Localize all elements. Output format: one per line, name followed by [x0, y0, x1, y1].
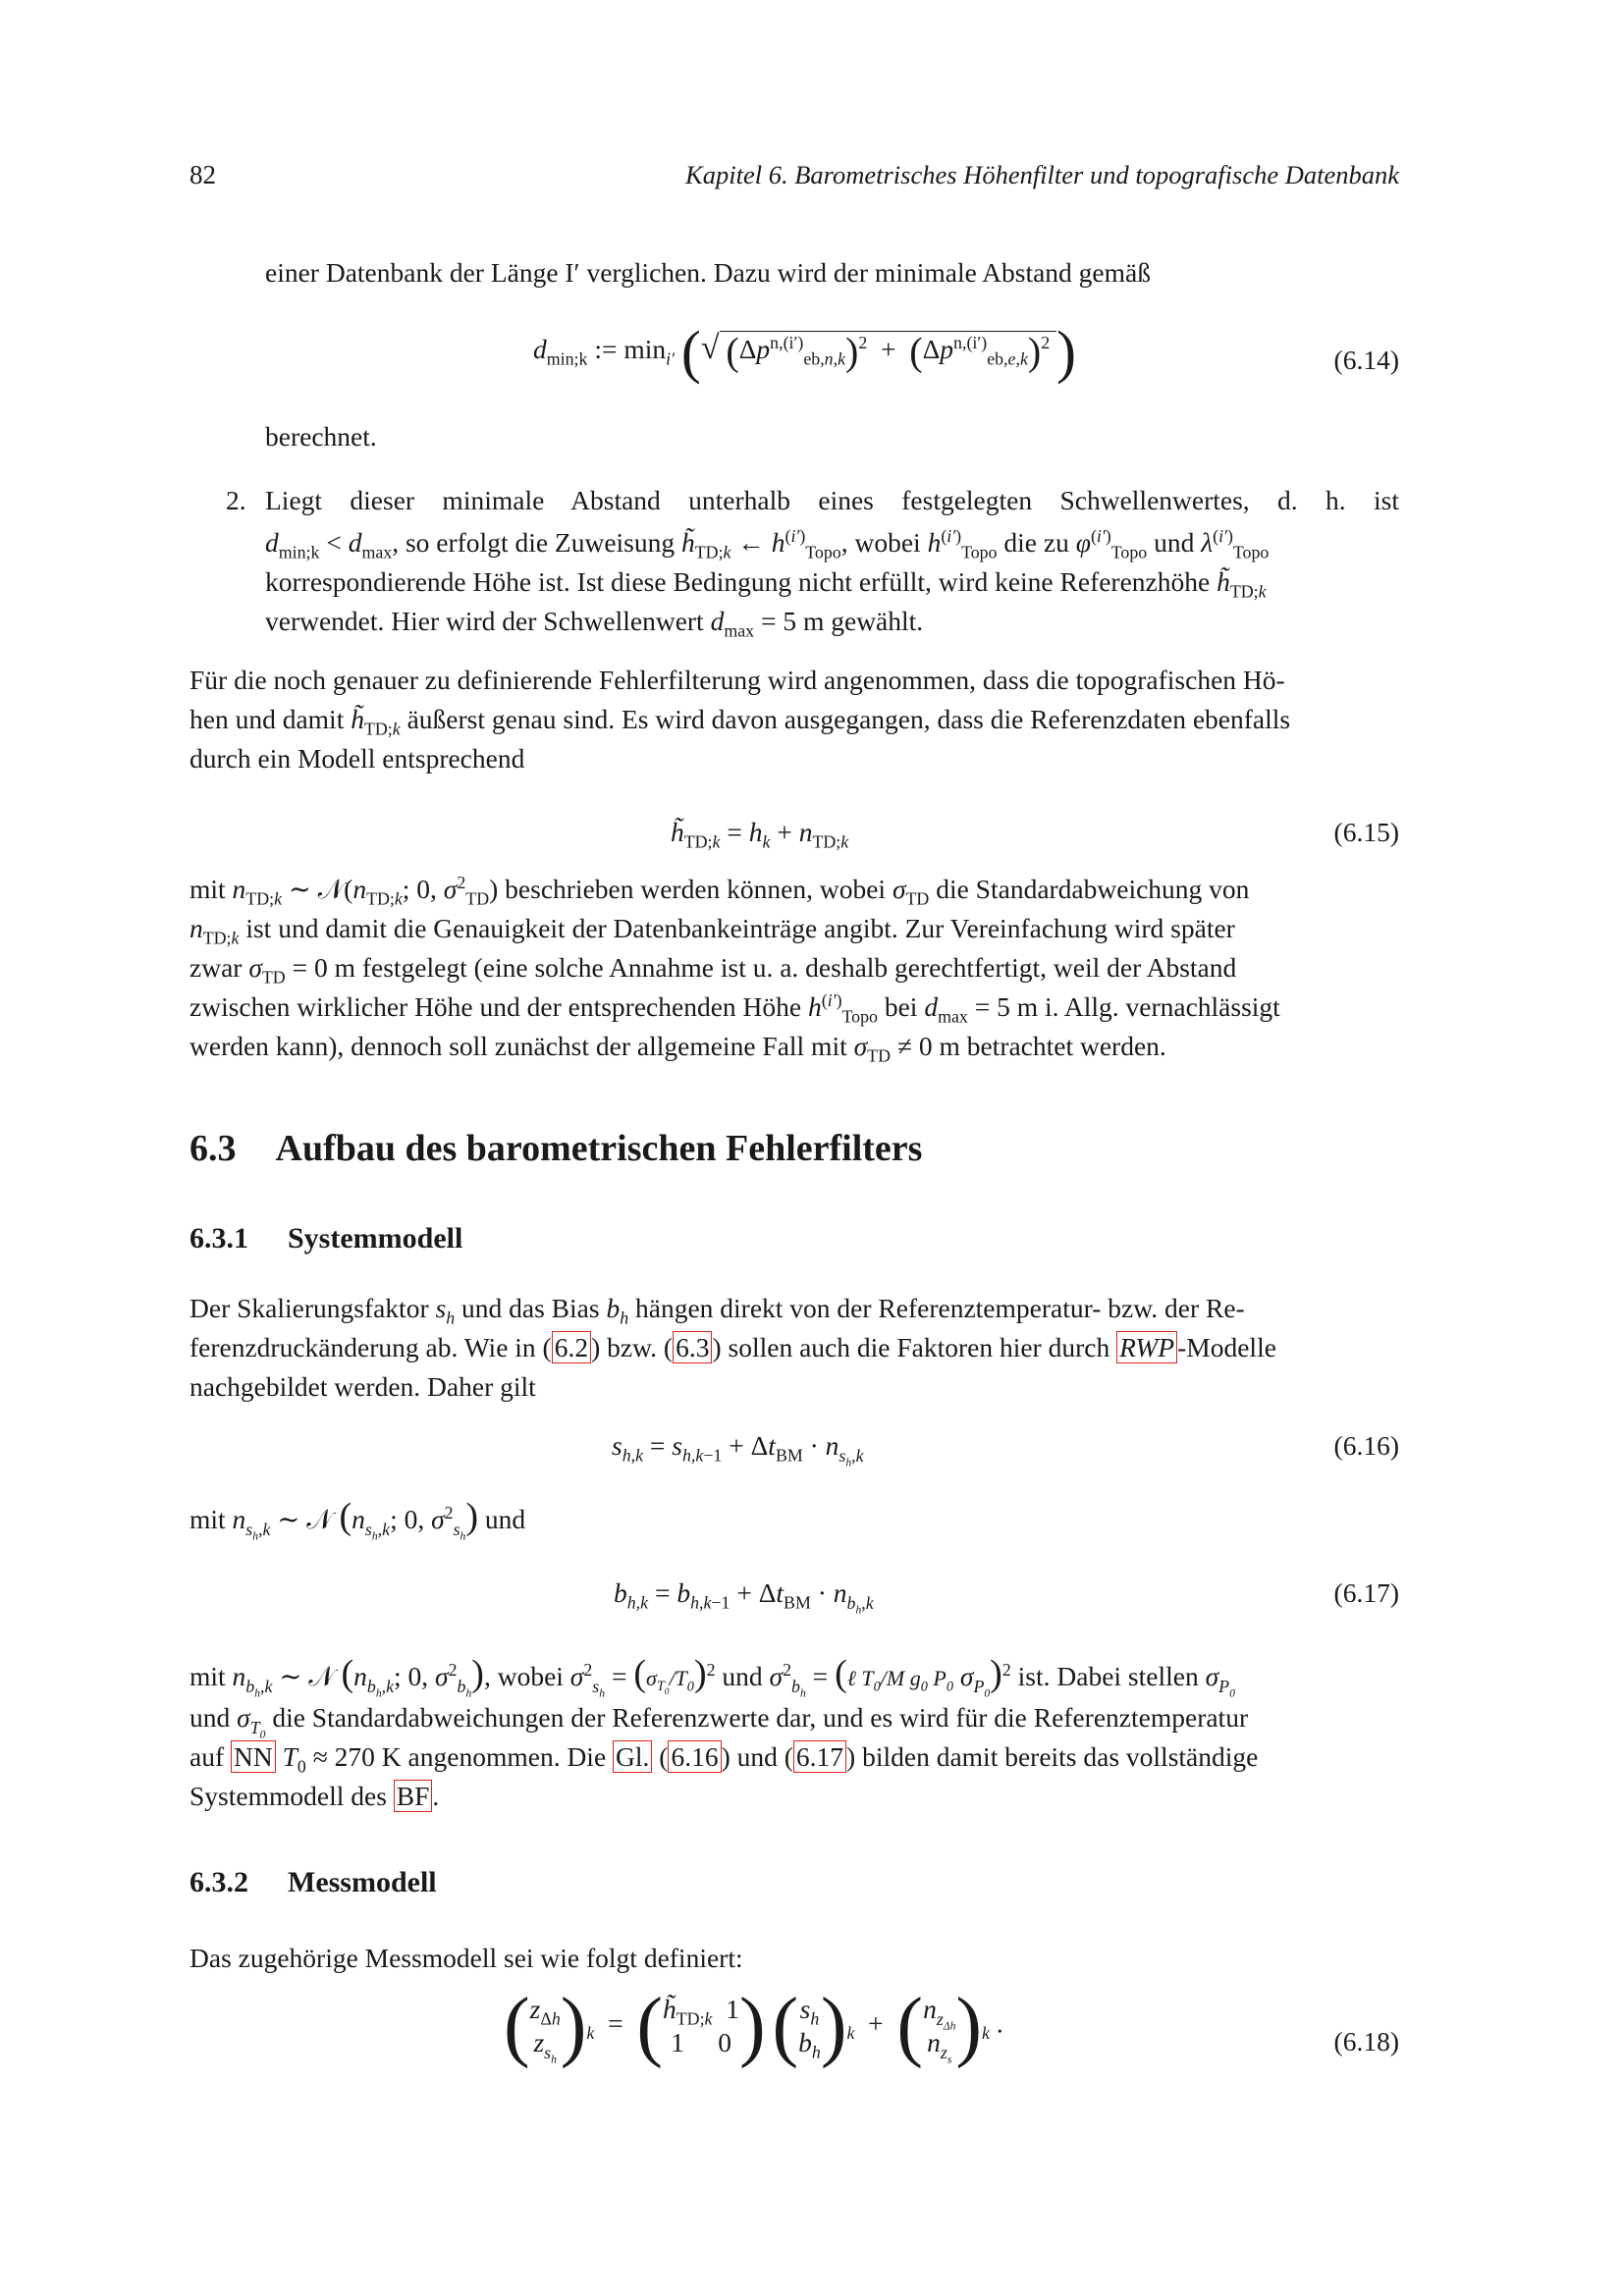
ref-link-gl[interactable]: Gl.: [613, 1740, 652, 1773]
para4-line-4: Systemmodell des BF .: [189, 1781, 440, 1811]
list-line-2: $d_{min;k} < d_{max}$, so erfolgt die Zuweisung $h̃_{TD;k}$ ← $h^{(i')}_{Topo}$, wobei $h^{(i')}_{Topo}$ die zu $\varphi^{(i')}_{Topo}$ und $\lambda^{(i')}_{Topo}$: [265, 525, 1270, 562]
section-number: 6.3: [189, 1128, 237, 1169]
page-number: 82: [189, 160, 216, 189]
para4-line-3: auf NN $T_0 \approx 270$ K angenommen. Die Gl. ( 6.16 ) und ( 6.17 ) bilden damit bereits das vollständige: [189, 1741, 1259, 1777]
para4-line-1: mit $n_{b_h,k}$ ∼ 𝒩 ($n_{b_h,k}$; 0, $\sigma^2_{b_h}$), wobei $\sigma^2_{s_h} = (\sigma_{T_0}/T_0)^2$ und $\sigma^2_{b_h}$ = (ℓ $T_0/M$ $g_0$ $P_0$ $\sigma_{P_0})^2$ ist. Dabei stellen $\sigma_{P_0}$: [189, 1653, 1235, 1700]
paragraph-1: [189, 661, 1399, 778]
para1-line-2: hen und damit $h̃_{TD;k}$ äußerst genau sind. Es wird davon ausgegangen, dass die Referenzdaten ebenfalls: [189, 704, 1291, 739]
paragraph-5: [189, 1939, 1399, 1978]
paragraph-3: [189, 1289, 1399, 1407]
equation-6-15-body: $h̃_{TD;k} = h_k + n_{TD;k}$: [671, 817, 849, 852]
para2-line-5: werden kann), dennoch soll zunächst der allgemeine Fall mit $\sigma_{TD} \ne 0$ m betrachtet werden.: [189, 1031, 1166, 1066]
para2-line-3: zwar $\sigma_{TD} = 0$ m festgelegt (eine solche Annahme ist u. a. deshalb gerechtfertigt, weil der Abstand: [189, 952, 1237, 988]
intro-text: [265, 253, 1399, 293]
equation-number: (6.18): [1333, 2026, 1399, 2056]
list-line-1: Liegt dieser minimale Abstand unterhalb eines festgelegten Schwellenwertes, d. h. ist: [265, 485, 1399, 515]
para2-line-1: mit $n_{TD;k}$ ∼ $𝒩(n_{TD;k}$; 0, $\sigma^2_{TD}$) beschrieben werden können, wobei $\sigma_{TD}$ die Standardabweichung von: [189, 872, 1250, 909]
list-number: 2.: [226, 485, 246, 515]
section-heading-6-3: [189, 1129, 922, 1168]
after-eq-line: berechnet.: [265, 421, 377, 452]
subsection-title: Messmodell: [288, 1866, 437, 1898]
subsection-number: 6.3.1: [189, 1222, 248, 1255]
para2-line-4: zwischen wirklicher Höhe und der entsprechenden Höhe $h^{(i')}_{Topo}$ bei $d_{max} = 5$ m i. Allg. vernachlässigt: [189, 989, 1280, 1027]
ref-link-6-16[interactable]: 6.16: [668, 1740, 721, 1773]
ref-link-bf[interactable]: BF: [394, 1780, 433, 1812]
paragraph-2: [189, 870, 1399, 1066]
subsection-heading-6-3-1: [189, 1219, 462, 1258]
section-title: Aufbau des barometrischen Fehlerfilters: [275, 1128, 923, 1169]
ref-link-nn[interactable]: NN: [231, 1740, 276, 1773]
list-line-4: verwendet. Hier wird der Schwellenwert $d_{max} = 5$ m gewählt.: [265, 606, 924, 641]
para2-line-2: $n_{TD;k}$ ist und damit die Genauigkeit der Datenbankeinträge angibt. Zur Vereinfachung wird später: [189, 913, 1235, 948]
list-line-3: korrespondierende Höhe ist. Ist diese Bedingung nicht erfüllt, wird keine Referenzhöhe $h̃_{TD;k}$: [265, 566, 1267, 602]
para3-line-3: nachgebildet werden. Daher gilt: [189, 1371, 536, 1402]
equation-number: (6.17): [1333, 1577, 1399, 1608]
paragraph-4: [189, 1654, 1399, 1816]
equation-6-16: [189, 1418, 1399, 1497]
equation-6-14: [189, 319, 1399, 398]
para3-line-1: Der Skalierungsfaktor $s_h$ und das Bias $b_h$ hängen direkt von der Referenztemperatur- bzw. der Re-: [189, 1293, 1245, 1328]
para4-line-2: und $\sigma_{T_0}$ die Standardabweichungen der Referenzwerte dar, und es wird für die Referenztemperatur: [189, 1702, 1249, 1741]
mid-line-1: mit $n_{s_h,k}$ ∼ 𝒩 ($n_{s_h,k}$; 0, $\sigma^2_{s_h}$) und: [189, 1496, 526, 1543]
equation-6-14-body: $d_{min;k}$ := $\min_{i'}$ (√ $(\Delta p^{n,(i')}_{eb,n,k})^2 + (\Delta p^{n,(i')}_{eb,e,k})^2$ ): [533, 319, 1076, 385]
subsection-number: 6.3.2: [189, 1866, 248, 1898]
equation-number: (6.16): [1333, 1430, 1399, 1461]
equation-number: (6.14): [1333, 345, 1399, 375]
equation-number: (6.15): [1333, 817, 1399, 847]
running-head: Kapitel 6. Barometrisches Höhenfilter und topografische Datenbank: [685, 160, 1399, 189]
ref-link-rwp[interactable]: RWP: [1116, 1331, 1177, 1363]
para1-line-3: durch ein Modell entsprechend: [189, 743, 525, 774]
equation-6-18-body: ($z_{\Delta h}$ $z_{s_h})_k$ = ($h̃_{TD;k}$ 1 1 0 ) ($s_h$ $b_h)_k + (n_{z_{\Delta h}}$ $n_{z_s})_k$ .: [504, 1983, 1003, 2070]
list-item-2: [265, 481, 1399, 641]
equation-6-17: [189, 1566, 1399, 1644]
equation-6-17-body: $b_{h,k} = b_{h,k-1} + \Delta t_{BM} \cdot n_{b_h,k}$: [614, 1577, 874, 1617]
ref-link-6-17[interactable]: 6.17: [793, 1740, 846, 1773]
equation-6-16-body: $s_{h,k} = s_{h,k-1} + \Delta t_{BM} \cdot n_{s_h,k}$: [612, 1430, 864, 1469]
subsection-heading-6-3-2: [189, 1863, 437, 1902]
ref-link-6-2[interactable]: 6.2: [552, 1331, 591, 1363]
para1-line-1: Für die noch genauer zu definierende Fehlerfilterung wird angenommen, dass die topografischen Hö-: [189, 665, 1285, 695]
intro-line: einer Datenbank der Länge I′ verglichen. Dazu wird der minimale Abstand gemäß: [265, 257, 1151, 288]
subsection-title: Systemmodell: [288, 1222, 463, 1255]
equation-6-18: [189, 1983, 1399, 2101]
para5-line-1: Das zugehörige Messmodell sei wie folgt definiert:: [189, 1943, 743, 1973]
after-eq-text: [265, 417, 1399, 456]
para3-line-2: ferenzdruckänderung ab. Wie in ( 6.2 ) bzw. ( 6.3 ) sollen auch die Faktoren hier durch RWP -Modelle: [189, 1332, 1276, 1362]
ref-link-6-3[interactable]: 6.3: [673, 1331, 712, 1363]
